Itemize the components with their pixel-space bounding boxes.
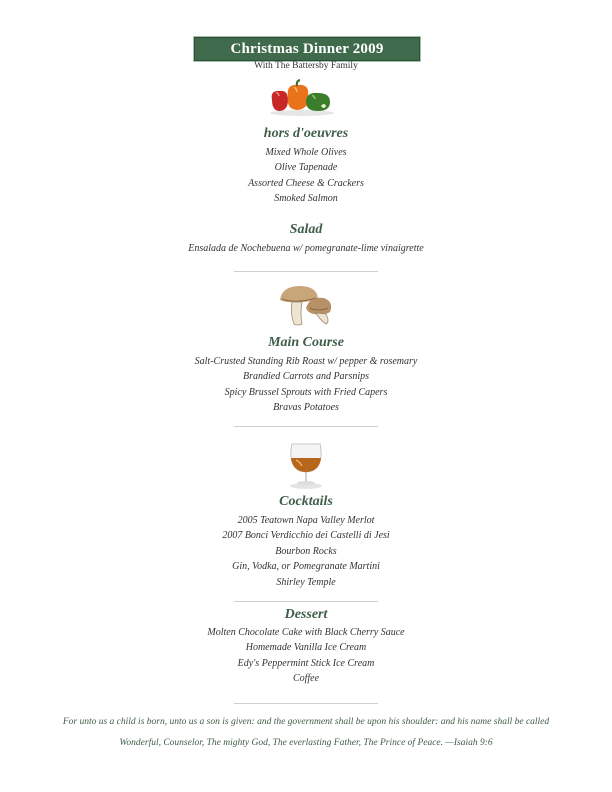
menu-item: 2005 Teatown Napa Valley Merlot [237, 515, 375, 526]
section-divider [234, 271, 378, 272]
menu-item: Edy's Peppermint Stick Ice Cream [237, 657, 375, 669]
main-course-list [0, 354, 612, 416]
menu-item: Ensalada de Nochebuena w/ pomegranate-lime vinaigrette [188, 243, 424, 254]
section-divider [234, 703, 378, 704]
menu-item: Shirley Temple [276, 576, 336, 588]
section-heading-salad: Salad [289, 222, 323, 237]
menu-item: Smoked Salmon [274, 193, 338, 205]
cocktails-list [0, 513, 612, 590]
menu-title [194, 37, 420, 61]
section-heading-hors-doeuvres: hors d'oeuvres [263, 126, 349, 141]
menu-item: Gin, Vodka, or Pomegranate Martini [232, 561, 380, 573]
menu-item: Mixed Whole Olives [265, 147, 347, 158]
section-divider [234, 426, 378, 427]
menu-item: Coffee [292, 673, 320, 685]
dessert-list [0, 625, 612, 687]
menu-item: Assorted Cheese & Crackers [248, 177, 364, 189]
brandy-glass-icon [284, 438, 328, 490]
scripture-quote [40, 712, 572, 754]
section-heading-cocktails: Cocktails [279, 494, 333, 509]
menu-item: Molten Chocolate Cake with Black Cherry Sauce [207, 627, 405, 638]
menu-item: Homemade Vanilla Ice Cream [245, 642, 367, 654]
menu-item: Brandied Carrots and Parsnips [242, 371, 370, 383]
section-heading-main-course: Main Course [268, 335, 344, 350]
menu-item: Spicy Brussel Sprouts with Fried Capers [224, 386, 388, 398]
bell-peppers-icon [266, 78, 338, 118]
section-heading-dessert: Dessert [284, 607, 328, 622]
quote-line: Wonderful, Counselor, The mighty God, The everlasting Father, The Prince of Peace. —Isaiah 9:6 [119, 738, 493, 748]
menu-item: Bourbon Rocks [275, 545, 337, 557]
menu-item: Salt-Crusted Standing Rib Roast w/ pepper & rosemary [194, 356, 418, 367]
hors-doeuvres-list [0, 145, 612, 207]
quote-line: For unto us a child is born, unto us a son is given: and the government shall be upon his shoulder: and his name shall be called [62, 717, 550, 727]
menu-subtitle: With The Battersby Family [254, 61, 358, 71]
mushrooms-icon [276, 282, 336, 328]
menu-title-text: Christmas Dinner 2009 [230, 40, 384, 57]
section-divider [234, 601, 378, 602]
menu-item: 2007 Bonci Verdicchio dei Castelli di Jesi [222, 530, 390, 542]
menu-item: Bravas Potatoes [273, 402, 339, 414]
salad-list [0, 241, 612, 256]
menu-item: Olive Tapenade [274, 162, 338, 174]
